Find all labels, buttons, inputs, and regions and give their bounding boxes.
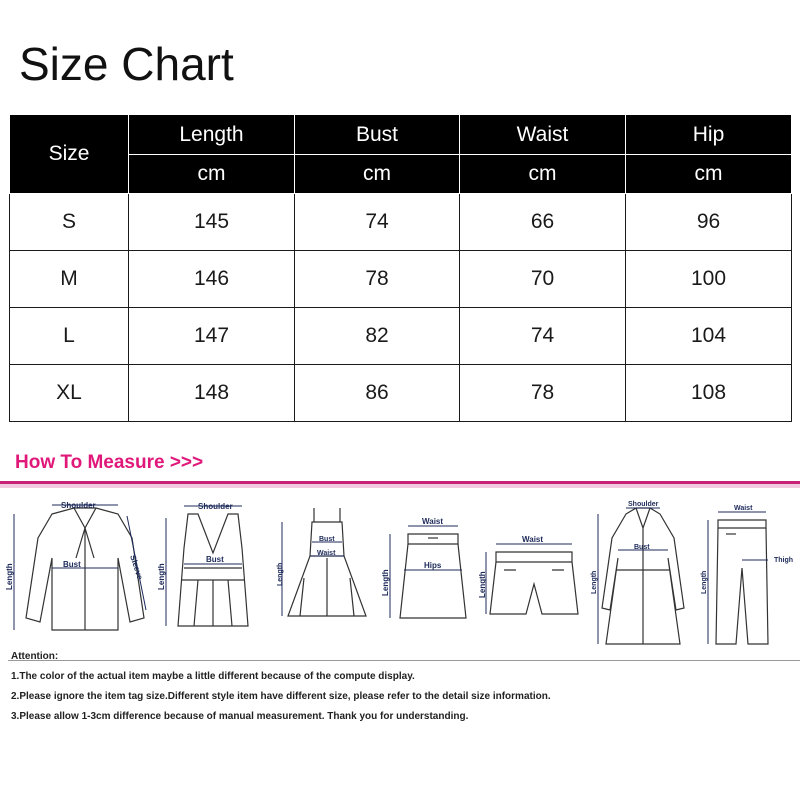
attention-heading: Attention: <box>11 651 59 662</box>
waist-label: Waist <box>734 505 753 512</box>
hips-label: Hips <box>424 561 442 570</box>
page-title: Size Chart <box>19 38 234 90</box>
value-cell: 147 <box>129 308 295 365</box>
attention-note: 1.The color of the actual item maybe a little different because of the compute display. <box>11 671 415 682</box>
value-cell: 78 <box>460 365 626 422</box>
thigh-label: Thigh <box>774 557 794 564</box>
value-cell: 74 <box>295 194 460 251</box>
unit-cell: cm <box>626 155 792 194</box>
tank-top-figure <box>158 498 268 638</box>
length-label: Length <box>381 569 390 596</box>
shorts-figure <box>476 498 586 638</box>
size-column-header: Size <box>10 115 129 194</box>
value-cell: 104 <box>626 308 792 365</box>
waist-label: Waist <box>317 550 336 557</box>
table-row <box>10 194 792 251</box>
accent-divider <box>0 481 800 488</box>
column-header-bust: Bust <box>295 115 460 155</box>
value-cell: 74 <box>460 308 626 365</box>
value-cell: 82 <box>295 308 460 365</box>
column-header-hip: Hip <box>626 115 792 155</box>
column-header-length: Length <box>129 115 295 155</box>
attention-note: 3.Please allow 1-3cm difference because of manual measurement. Thank you for understanding. <box>11 711 469 722</box>
sleeve-label: Sleeve <box>128 553 145 581</box>
size-cell: M <box>10 251 129 308</box>
size-cell: S <box>10 194 129 251</box>
blouse-figure <box>6 498 156 638</box>
length-label: Length <box>701 570 708 594</box>
length-label: Length <box>591 570 598 594</box>
waist-label: Waist <box>422 517 444 526</box>
attention-note: 2.Please ignore the item tag size.Different style item have different size, please refer to the detail size information. <box>11 691 551 702</box>
trousers-figure <box>696 498 800 648</box>
value-cell: 86 <box>295 365 460 422</box>
skirt-figure <box>378 498 478 638</box>
table-row <box>10 251 792 308</box>
shoulder-label: Shoulder <box>61 501 96 510</box>
value-cell: 148 <box>129 365 295 422</box>
bust-label: Bust <box>319 536 335 543</box>
value-cell: 78 <box>295 251 460 308</box>
value-cell: 145 <box>129 194 295 251</box>
size-cell: L <box>10 308 129 365</box>
waist-label: Waist <box>522 535 544 544</box>
value-cell: 66 <box>460 194 626 251</box>
length-label: Length <box>277 562 284 586</box>
size-cell: XL <box>10 365 129 422</box>
length-label: Length <box>157 563 166 590</box>
unit-cell: cm <box>129 155 295 194</box>
bust-label: Bust <box>634 544 650 551</box>
dress-figure <box>274 498 374 638</box>
table-row <box>10 308 792 365</box>
column-header-waist: Waist <box>460 115 626 155</box>
value-cell: 108 <box>626 365 792 422</box>
shoulder-label: Shoulder <box>628 501 659 508</box>
value-cell: 146 <box>129 251 295 308</box>
length-label: Length <box>5 563 14 590</box>
size-table <box>9 114 792 422</box>
length-label: Length <box>478 571 487 598</box>
unit-cell: cm <box>295 155 460 194</box>
coat-figure <box>588 498 698 648</box>
shoulder-label: Shoulder <box>198 502 233 511</box>
bust-label: Bust <box>206 555 224 564</box>
value-cell: 100 <box>626 251 792 308</box>
measure-illustrations <box>0 494 800 644</box>
value-cell: 96 <box>626 194 792 251</box>
unit-cell: cm <box>460 155 626 194</box>
table-header-row <box>10 115 792 155</box>
table-row <box>10 365 792 422</box>
bust-label: Bust <box>63 560 81 569</box>
value-cell: 70 <box>460 251 626 308</box>
attention-divider <box>8 660 800 661</box>
how-to-measure-heading: How To Measure >>> <box>15 452 204 473</box>
